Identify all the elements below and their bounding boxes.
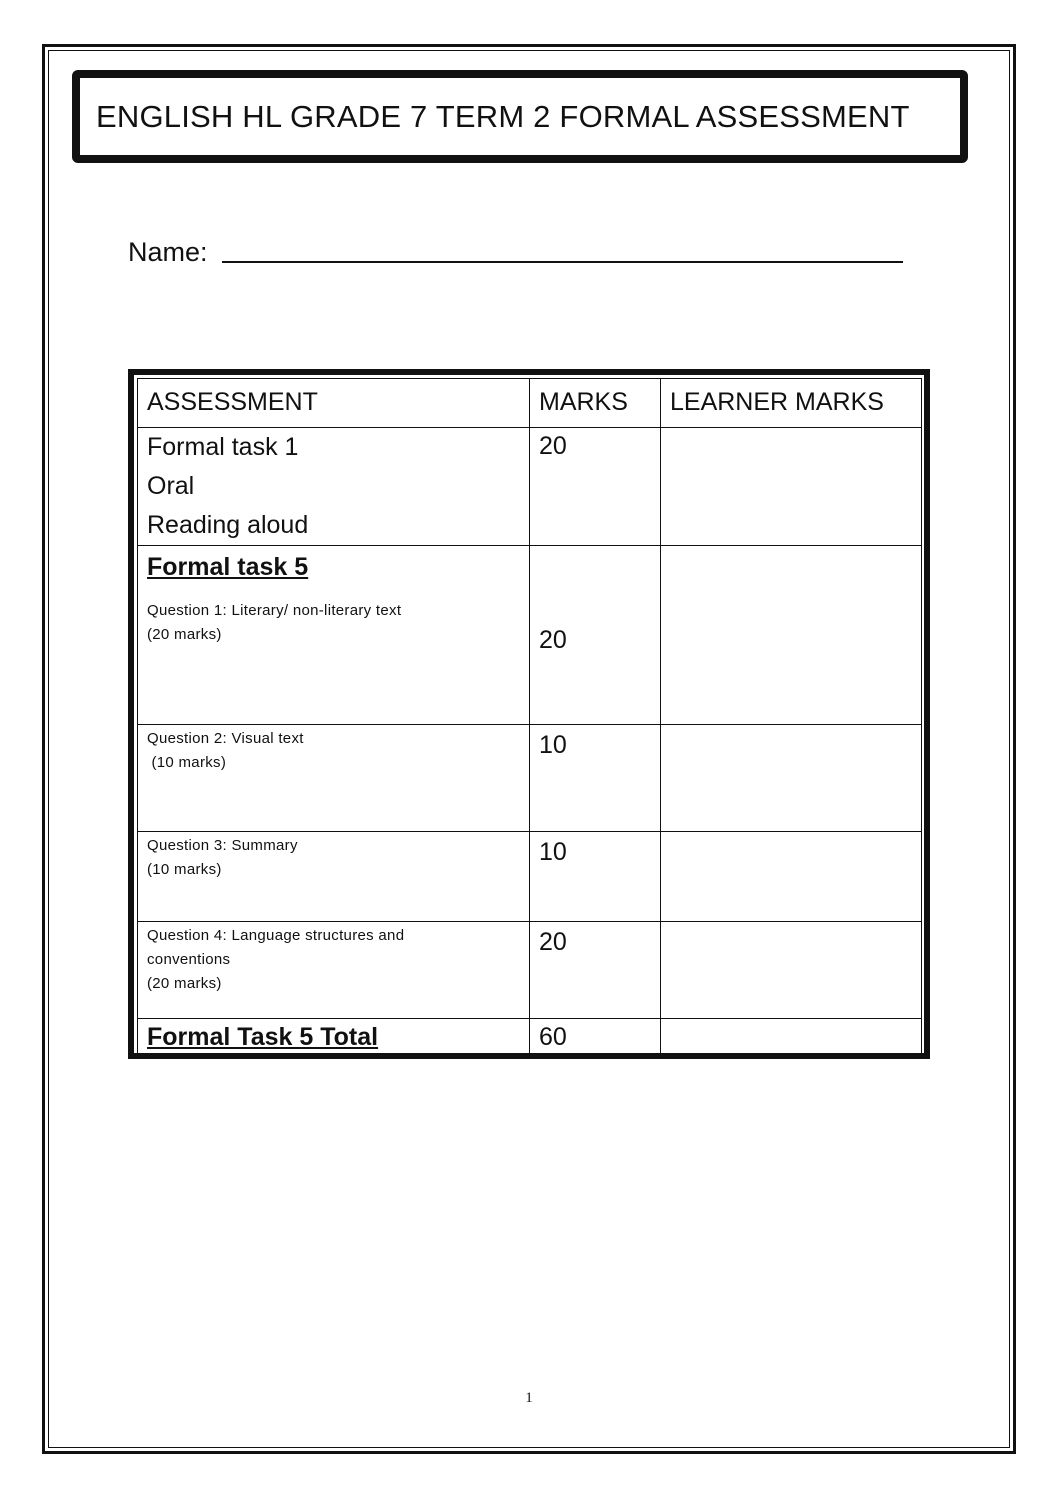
document-title: ENGLISH HL GRADE 7 TERM 2 FORMAL ASSESSMENT [96, 98, 910, 134]
page-number: 1 [525, 1390, 533, 1406]
table-row-total [138, 1019, 922, 1058]
question4-learner-marks-cell[interactable] [661, 922, 922, 1019]
task1-marks: 20 [539, 432, 567, 460]
table-row-question2 [138, 725, 922, 832]
question1-marks-cell [530, 546, 661, 725]
task1-line-3: Reading aloud [147, 511, 309, 539]
table-header-row [138, 379, 922, 428]
question3-cell [138, 832, 530, 922]
total-label: Formal Task 5 Total [147, 1023, 379, 1051]
question3-marks: 10 [539, 838, 567, 866]
question4-line-3: (20 marks) [147, 975, 222, 992]
total-learner-marks-cell[interactable] [661, 1019, 922, 1058]
name-label: Name: [128, 237, 208, 267]
question2-marks-cell [530, 725, 661, 832]
question2-line-2: (10 marks) [147, 754, 227, 771]
header-assessment: ASSESSMENT [138, 379, 530, 428]
assessment-table [137, 378, 922, 1058]
question3-line-2: (10 marks) [147, 861, 222, 878]
task1-line-2: Oral [147, 472, 195, 500]
total-marks: 60 [539, 1023, 567, 1051]
table-row-question1 [138, 546, 922, 725]
question4-line-2: conventions [147, 951, 231, 968]
name-row [128, 228, 903, 268]
question2-cell [138, 725, 530, 832]
question1-learner-marks-cell[interactable] [661, 546, 922, 725]
total-cell [138, 1019, 530, 1058]
table-row-task1 [138, 428, 922, 546]
task1-learner-marks-cell[interactable] [661, 428, 922, 546]
question3-marks-cell [530, 832, 661, 922]
task5-heading: Formal task 5 [147, 553, 309, 581]
table-row-question3 [138, 832, 922, 922]
question2-line-1: Question 2: Visual text [147, 730, 304, 747]
question3-line-1: Question 3: Summary [147, 837, 298, 854]
title-box [72, 70, 968, 163]
question3-learner-marks-cell[interactable] [661, 832, 922, 922]
question4-marks-cell [530, 922, 661, 1019]
header-learner-marks: LEARNER MARKS [661, 379, 922, 428]
question1-marks: 20 [539, 626, 567, 654]
question4-marks: 20 [539, 928, 567, 956]
task1-line-1: Formal task 1 [147, 433, 299, 461]
task1-marks-cell [530, 428, 661, 546]
question2-marks: 10 [539, 731, 567, 759]
total-marks-cell [530, 1019, 661, 1058]
assessment-table-frame [128, 369, 930, 1059]
question2-learner-marks-cell[interactable] [661, 725, 922, 832]
header-marks: MARKS [530, 379, 661, 428]
question1-cell [138, 546, 530, 725]
question4-cell [138, 922, 530, 1019]
question4-line-1: Question 4: Language structures and [147, 927, 405, 944]
name-input-line[interactable] [222, 261, 903, 263]
question1-line-2: (20 marks) [147, 626, 222, 643]
table-row-question4 [138, 922, 922, 1019]
task1-cell [138, 428, 530, 546]
question1-line-1: Question 1: Literary/ non-literary text [147, 602, 402, 619]
